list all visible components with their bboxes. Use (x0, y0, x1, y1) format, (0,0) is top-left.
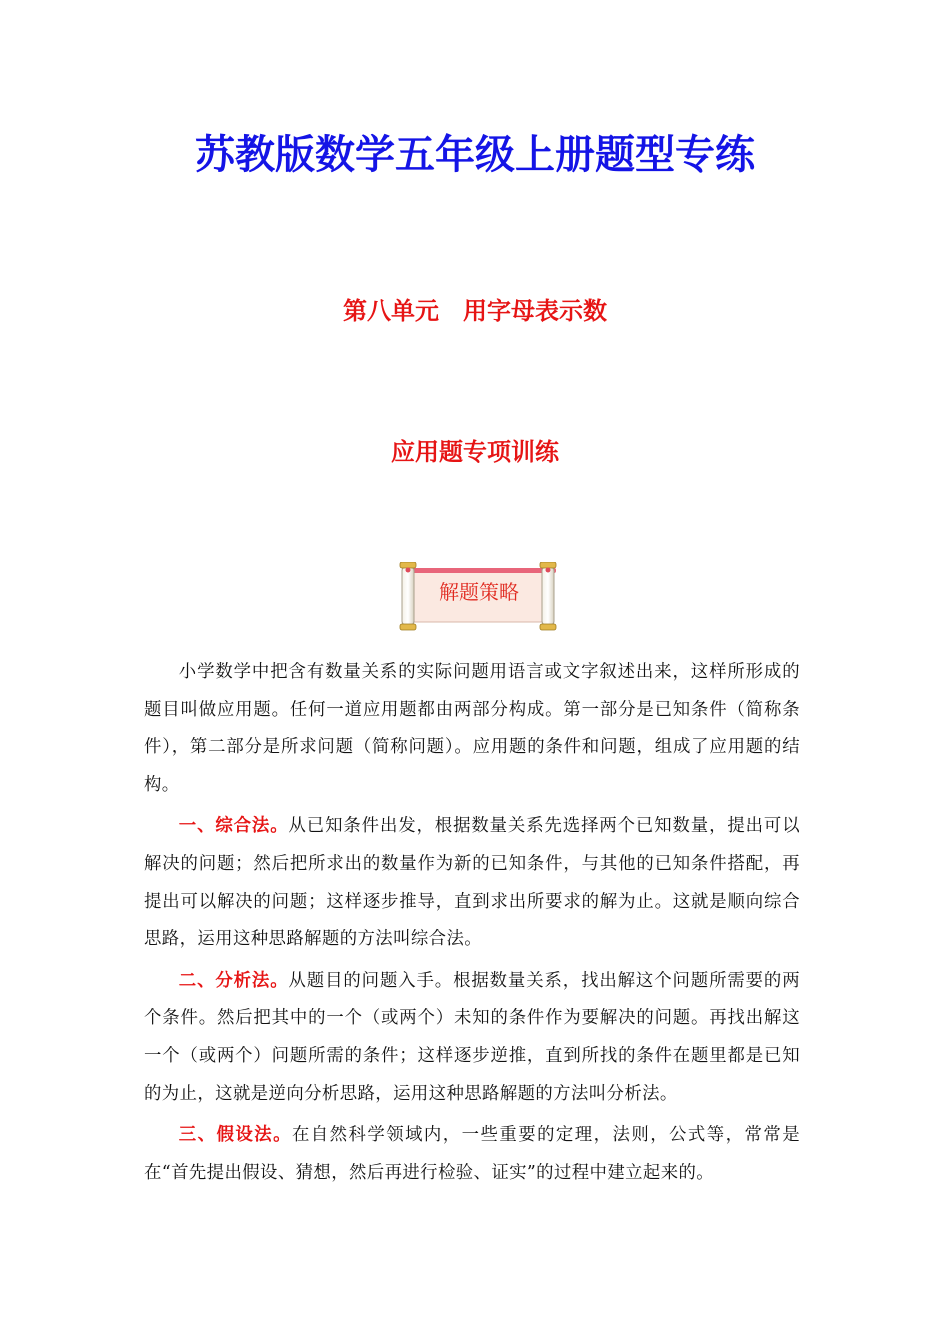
strategy-banner-label: 解题策略 (439, 580, 519, 604)
strategy-scroll-banner (392, 562, 564, 632)
section-subtitle: 应用题专项训练 (391, 438, 559, 466)
strategy-body (144, 654, 800, 1196)
document-title: 苏教版数学五年级上册题型专练 (195, 132, 755, 178)
hypothesis-method-heading: 三、假设法。 (178, 1125, 292, 1146)
synthesis-method-heading: 一、综合法。 (178, 816, 289, 837)
hypothesis-method-paragraph (144, 1117, 800, 1192)
analysis-method-paragraph (144, 963, 800, 1113)
analysis-method-heading: 二、分析法。 (178, 970, 289, 991)
synthesis-method-paragraph (144, 808, 800, 958)
analysis-method-text: 从题目的问题入手。根据数量关系，找出解这个问题所需要的两个条件。然后把其中的一个（或两个）未知的条件作为要解决的问题。再找出解这一个（或两个）问题所需的条件；这样逐步逆推，直到所找的条件在题里都是已知的为止，这就是逆向分析思路，运用这种思路解题的方法叫分析法。 (144, 970, 801, 1104)
intro-paragraph-text: 小学数学中把含有数量关系的实际问题用语言或文字叙述出来，这样所形成的题目叫做应用题。任何一道应用题都由两部分构成。第一部分是已知条件（简称条件），第二部分是所求问题（简称问题）。应用题的条件和问题，组成了应用题的结构。 (144, 662, 800, 795)
synthesis-method-text: 从已知条件出发，根据数量关系先选择两个已知数量，提出可以解决的问题；然后把所求出的数量作为新的已知条件，与其他的已知条件搭配，再提出可以解决的问题；这样逐步推导，直到求出所要求的解为止。这就是顺向综合思路，运用这种思路解题的方法叫综合法。 (144, 816, 801, 950)
unit-title: 第八单元 用字母表示数 (343, 297, 607, 325)
intro-paragraph (144, 654, 800, 804)
hypothesis-method-text: 在自然科学领域内，一些重要的定理，法则，公式等，常常是在“首先提出假设、猜想，然后再进行检验、证实”的过程中建立起来的。 (144, 1125, 800, 1183)
